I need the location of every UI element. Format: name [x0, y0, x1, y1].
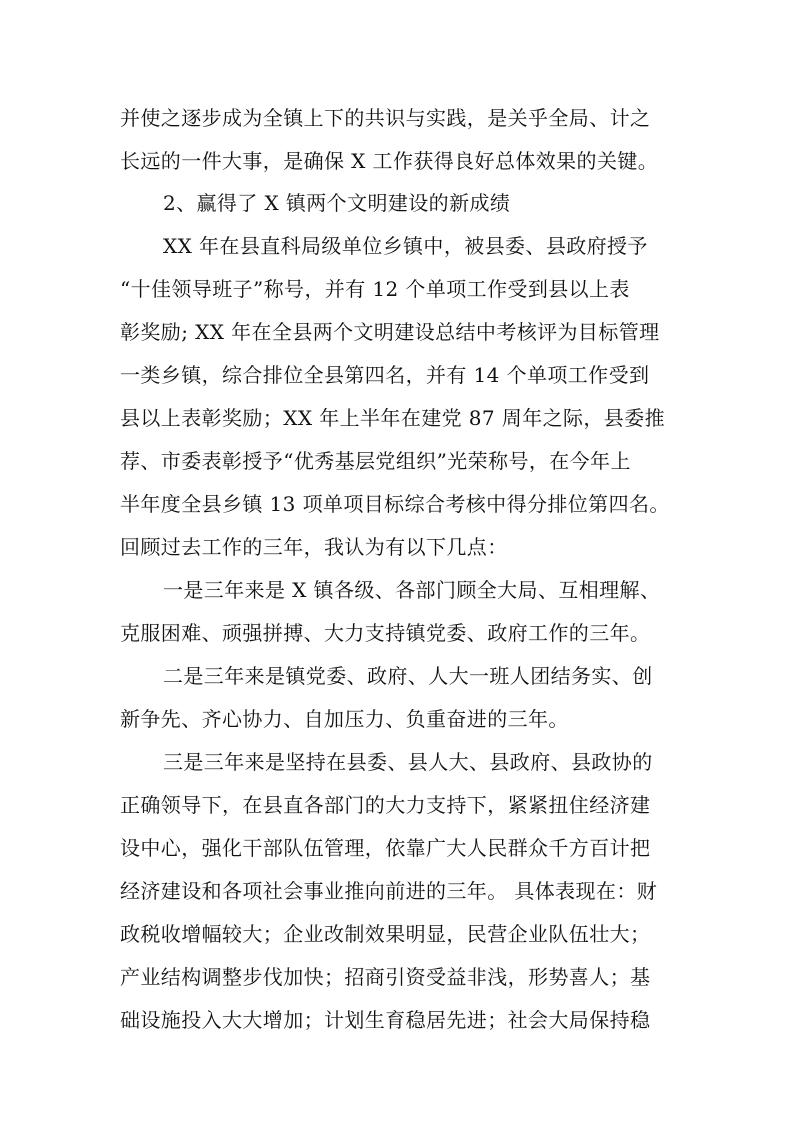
- text-line: 一类乡镇，综合排位全县第四名，并有 14 个单项工作受到: [120, 363, 650, 387]
- text-line: 一是三年来是 X 镇各级、各部门顾全大局、互相理解、: [163, 578, 661, 602]
- text-line: 新争先、齐心协力、自加压力、负重奋进的三年。: [120, 707, 569, 731]
- text-line: 长远的一件大事，是确保 X 工作获得良好总体效果的关键。: [120, 149, 659, 173]
- text-line: 彰奖励; XX 年在全县两个文明建设总结中考核评为目标管理: [120, 320, 660, 344]
- text-line: 并使之逐步成为全镇上下的共识与实践，是关乎全局、计之: [120, 106, 651, 130]
- text-line: 县以上表彰奖励；XX 年上半年在建党 87 周年之际，县委推: [120, 406, 665, 430]
- text-line: 产业结构调整步伐加快；招商引资受益非浅，形势喜人；基: [120, 965, 651, 989]
- text-line: “十佳领导班子”称号，并有 12 个单项工作受到县以上表: [120, 277, 630, 301]
- text-line: 三是三年来是坚持在县委、县人大、县政府、县政协的: [163, 750, 653, 774]
- text-line: 克服困难、顽强拼搏、大力支持镇党委、政府工作的三年。: [120, 621, 651, 645]
- section-heading: 2、赢得了 X 镇两个文明建设的新成绩: [163, 191, 511, 215]
- text-line: 政税收增幅较大；企业改制效果明显，民营企业队伍壮大；: [120, 922, 651, 946]
- text-line: 经济建设和各项社会事业推向前进的三年。 具体表现在：财: [120, 879, 658, 903]
- text-line: 础设施投入大大增加；计划生育稳居先进；社会大局保持稳: [120, 1008, 651, 1032]
- text-line: 回顾过去工作的三年，我认为有以下几点：: [120, 535, 508, 559]
- text-line: 半年度全县乡镇 13 项单项目标综合考核中得分排位第四名。: [120, 492, 670, 516]
- text-line: 荐、市委表彰授予“优秀基层党组织”光荣称号，在今年上: [120, 449, 631, 473]
- text-line: 正确领导下，在县直各部门的大力支持下，紧紧扭住经济建: [120, 793, 651, 817]
- text-line: XX 年在县直科局级单位乡镇中，被县委、县政府授予: [163, 234, 648, 258]
- text-line: 二是三年来是镇党委、政府、人大一班人团结务实、创: [163, 664, 653, 688]
- text-line: 设中心，强化干部队伍管理，依靠广大人民群众千方百计把: [120, 836, 651, 860]
